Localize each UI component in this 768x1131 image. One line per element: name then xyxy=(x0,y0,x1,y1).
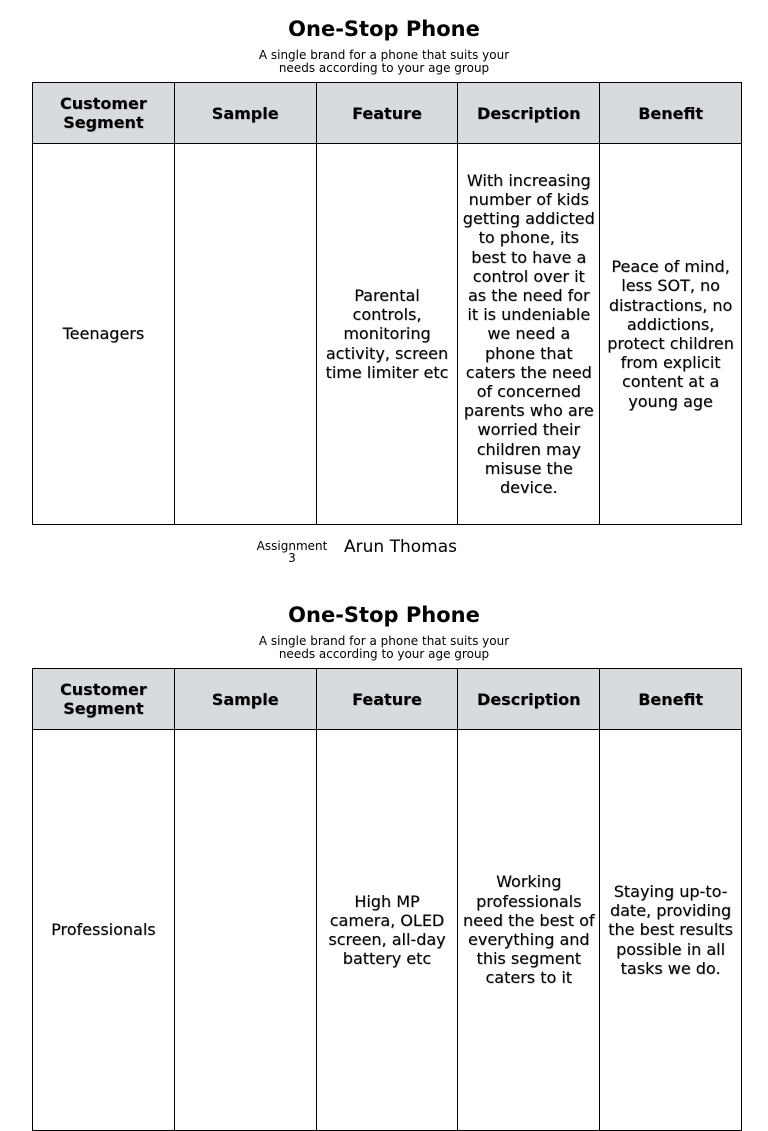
header-customer-segment: Customer Segment xyxy=(33,669,175,730)
cell-benefit: Staying up-to-date, providing the best results possible in all tasks we do. xyxy=(600,730,742,1131)
segment-table xyxy=(32,668,742,1131)
page-title: One-Stop Phone xyxy=(288,17,480,41)
page-title: One-Stop Phone xyxy=(288,603,480,627)
assignment-label: Assignment 3 xyxy=(256,539,328,565)
cell-feature: High MP camera, OLED screen, all-day battery etc xyxy=(316,730,458,1131)
table-row xyxy=(33,144,742,525)
header-customer-segment: Customer Segment xyxy=(33,83,175,144)
header-benefit: Benefit xyxy=(600,83,742,144)
cell-segment: Teenagers xyxy=(33,144,175,525)
cell-benefit: Peace of mind, less SOT, no distractions, no addictions, protect children from explicit content at a young age xyxy=(600,144,742,525)
header-description: Description xyxy=(458,83,600,144)
header-description: Description xyxy=(458,669,600,730)
header-sample: Sample xyxy=(174,669,316,730)
header-sample: Sample xyxy=(174,83,316,144)
cell-sample xyxy=(174,144,316,525)
header-benefit: Benefit xyxy=(600,669,742,730)
header-feature: Feature xyxy=(316,669,458,730)
table-row xyxy=(33,730,742,1131)
page-subtitle: A single brand for a phone that suits your needs according to your age group xyxy=(258,634,510,661)
cell-feature: Parental controls, monitoring activity, screen time limiter etc xyxy=(316,144,458,525)
table-header-row xyxy=(33,669,742,730)
header-feature: Feature xyxy=(316,83,458,144)
page-subtitle: A single brand for a phone that suits your needs according to your age group xyxy=(258,48,510,75)
cell-sample xyxy=(174,730,316,1131)
author-name: Arun Thomas xyxy=(344,537,457,557)
table-header-row xyxy=(33,83,742,144)
segment-table xyxy=(32,82,742,525)
cell-description: With increasing number of kids getting addicted to phone, its best to have a control over it as the need for it is undeniable we need a phone that caters the need of concerned parents who are worried their children may misuse the device. xyxy=(458,144,600,525)
cell-segment: Professionals xyxy=(33,730,175,1131)
cell-description: Working professionals need the best of everything and this segment caters to it xyxy=(458,730,600,1131)
